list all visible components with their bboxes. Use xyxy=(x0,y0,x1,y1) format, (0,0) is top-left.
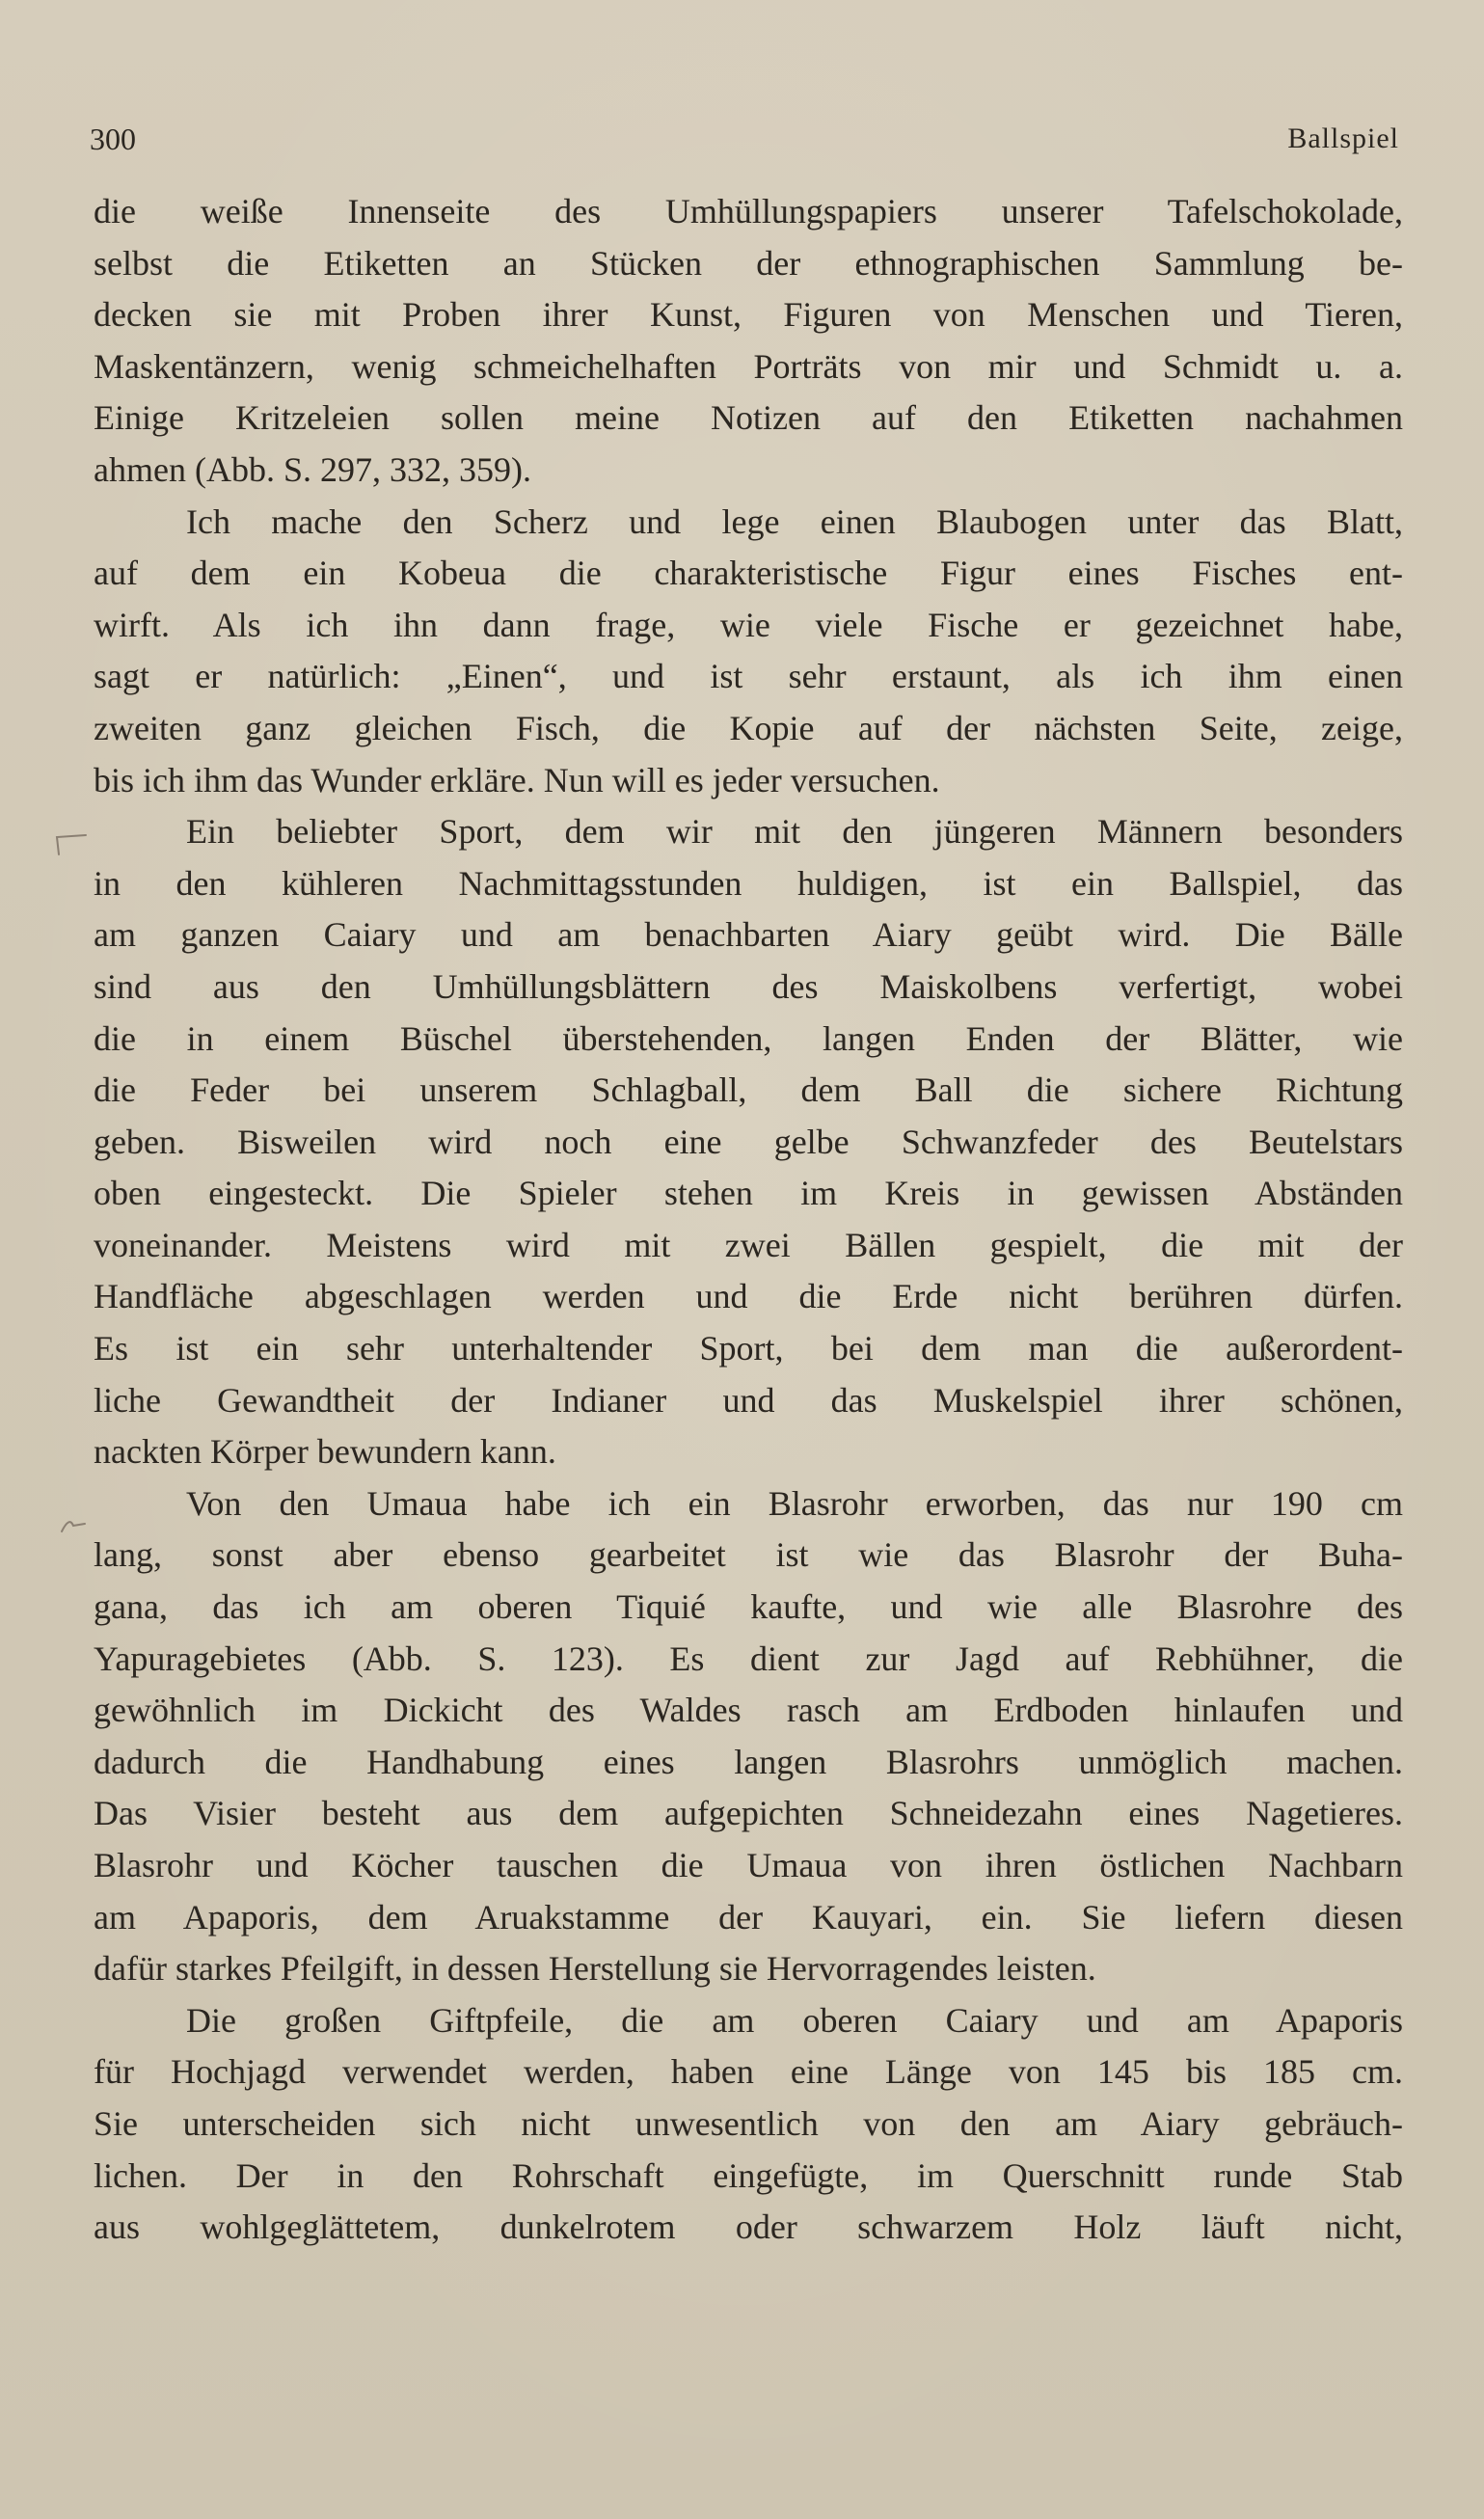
text-line: Es ist ein sehr unterhaltender Sport, bei dem man die außerordent- xyxy=(94,1329,1403,1368)
running-head xyxy=(90,116,1399,162)
text-line: Sie unterscheiden sich nicht unwesentlich von den am Aiary gebräuch- xyxy=(94,2103,1403,2143)
text-line: oben eingesteckt. Die Spieler stehen im Kreis in gewissen Abständen xyxy=(94,1174,1403,1213)
text-line: dadurch die Handhabung eines langen Blasrohrs unmöglich machen. xyxy=(94,1742,1403,1781)
text-line: zweiten ganz gleichen Fisch, die Kopie auf der nächsten Seite, zeige, xyxy=(94,708,1403,747)
text-line: Handfläche abgeschlagen werden und die Erde nicht berühren dürfen. xyxy=(94,1277,1403,1316)
margin-pencil-mark xyxy=(53,831,92,860)
text-line: die weiße Innenseite des Umhüllungspapiers unserer Tafelschokolade, xyxy=(94,192,1403,230)
text-line: Das Visier besteht aus dem aufgepichten Schneidezahn eines Nagetieres. xyxy=(94,1794,1403,1833)
text-line: die in einem Büschel überstehenden, langen Enden der Blätter, wie xyxy=(94,1018,1403,1058)
text-line: lang, sonst aber ebenso gearbeitet ist wie das Blasrohr der Buha- xyxy=(94,1535,1403,1575)
text-line: auf dem ein Kobeua die charakteristische Figur eines Fisches ent- xyxy=(94,554,1403,593)
text-line: Die großen Giftpfeile, die am oberen Caiary und am Apaporis xyxy=(186,2000,1403,2040)
text-line: Einige Kritzeleien sollen meine Notizen auf den Etiketten nachahmen xyxy=(94,398,1403,438)
running-head-title: Ballspiel xyxy=(1287,122,1399,154)
text-line: lichen. Der in den Rohrschaft eingefügte, im Querschnitt runde Stab xyxy=(94,2155,1403,2195)
text-line: Ein beliebter Sport, dem wir mit den jüngeren Männern besonders xyxy=(186,812,1403,852)
text-line: geben. Bisweilen wird noch eine gelbe Schwanzfeder des Beutelstars xyxy=(94,1122,1403,1161)
text-line: nackten Körper bewundern kann. xyxy=(94,1432,556,1472)
text-line: Yapuragebietes (Abb. S. 123). Es dient zur Jagd auf Rebhühner, die xyxy=(94,1639,1403,1678)
text-line: selbst die Etiketten an Stücken der ethnographischen Sammlung be- xyxy=(94,243,1403,283)
text-line: liche Gewandtheit der Indianer und das Muskelspiel ihrer schönen, xyxy=(94,1380,1403,1420)
text-line: ahmen (Abb. S. 297, 332, 359). xyxy=(94,449,531,489)
text-line: decken sie mit Proben ihrer Kunst, Figuren von Menschen und Tieren, xyxy=(94,295,1403,335)
text-line: am Apaporis, dem Aruakstamme der Kauyari, ein. Sie liefern diesen xyxy=(94,1897,1403,1937)
text-line: Blasrohr und Köcher tauschen die Umaua von ihren östlichen Nachbarn xyxy=(94,1846,1403,1884)
text-line: sagt er natürlich: „Einen“, und ist sehr erstaunt, als ich ihm einen xyxy=(94,657,1403,696)
text-line: die Feder bei unserem Schlagball, dem Ball die sichere Richtung xyxy=(94,1070,1403,1110)
text-line: Maskentänzern, wenig schmeichelhaften Porträts von mir und Schmidt u. a. xyxy=(94,346,1403,386)
text-line: wirft. Als ich ihn dann frage, wie viele Fische er gezeichnet habe, xyxy=(94,605,1403,644)
text-line: am ganzen Caiary und am benachbarten Aiary geübt wird. Die Bälle xyxy=(94,915,1403,955)
text-line: Ich mache den Scherz und lege einen Blaubogen unter das Blatt, xyxy=(186,501,1403,541)
text-line: dafür starkes Pfeilgift, in dessen Herstellung sie Hervorragendes leisten. xyxy=(94,1949,1096,1989)
text-line: Von den Umaua habe ich ein Blasrohr erworben, das nur 190 cm xyxy=(186,1483,1403,1523)
margin-pencil-mark xyxy=(56,1512,94,1541)
text-line: voneinander. Meistens wird mit zwei Bällen gespielt, die mit der xyxy=(94,1225,1403,1264)
text-line: bis ich ihm das Wunder erkläre. Nun will es jeder versuchen. xyxy=(94,760,940,799)
text-line: gana, das ich am oberen Tiquié kaufte, und wie alle Blasrohre des xyxy=(94,1587,1403,1627)
page-number: 300 xyxy=(90,122,136,156)
body-text xyxy=(94,186,1403,2254)
text-line: für Hochjagd verwendet werden, haben eine Länge von 145 bis 185 cm. xyxy=(94,2052,1403,2092)
text-line: gewöhnlich im Dickicht des Waldes rasch am Erdboden hinlaufen und xyxy=(94,1691,1403,1730)
text-line: in den kühleren Nachmittagsstunden huldigen, ist ein Ballspiel, das xyxy=(94,863,1403,903)
text-line: aus wohlgeglättetem, dunkelrotem oder schwarzem Holz läuft nicht, xyxy=(94,2208,1403,2247)
text-line: sind aus den Umhüllungsblättern des Maiskolbens verfertigt, wobei xyxy=(94,966,1403,1006)
